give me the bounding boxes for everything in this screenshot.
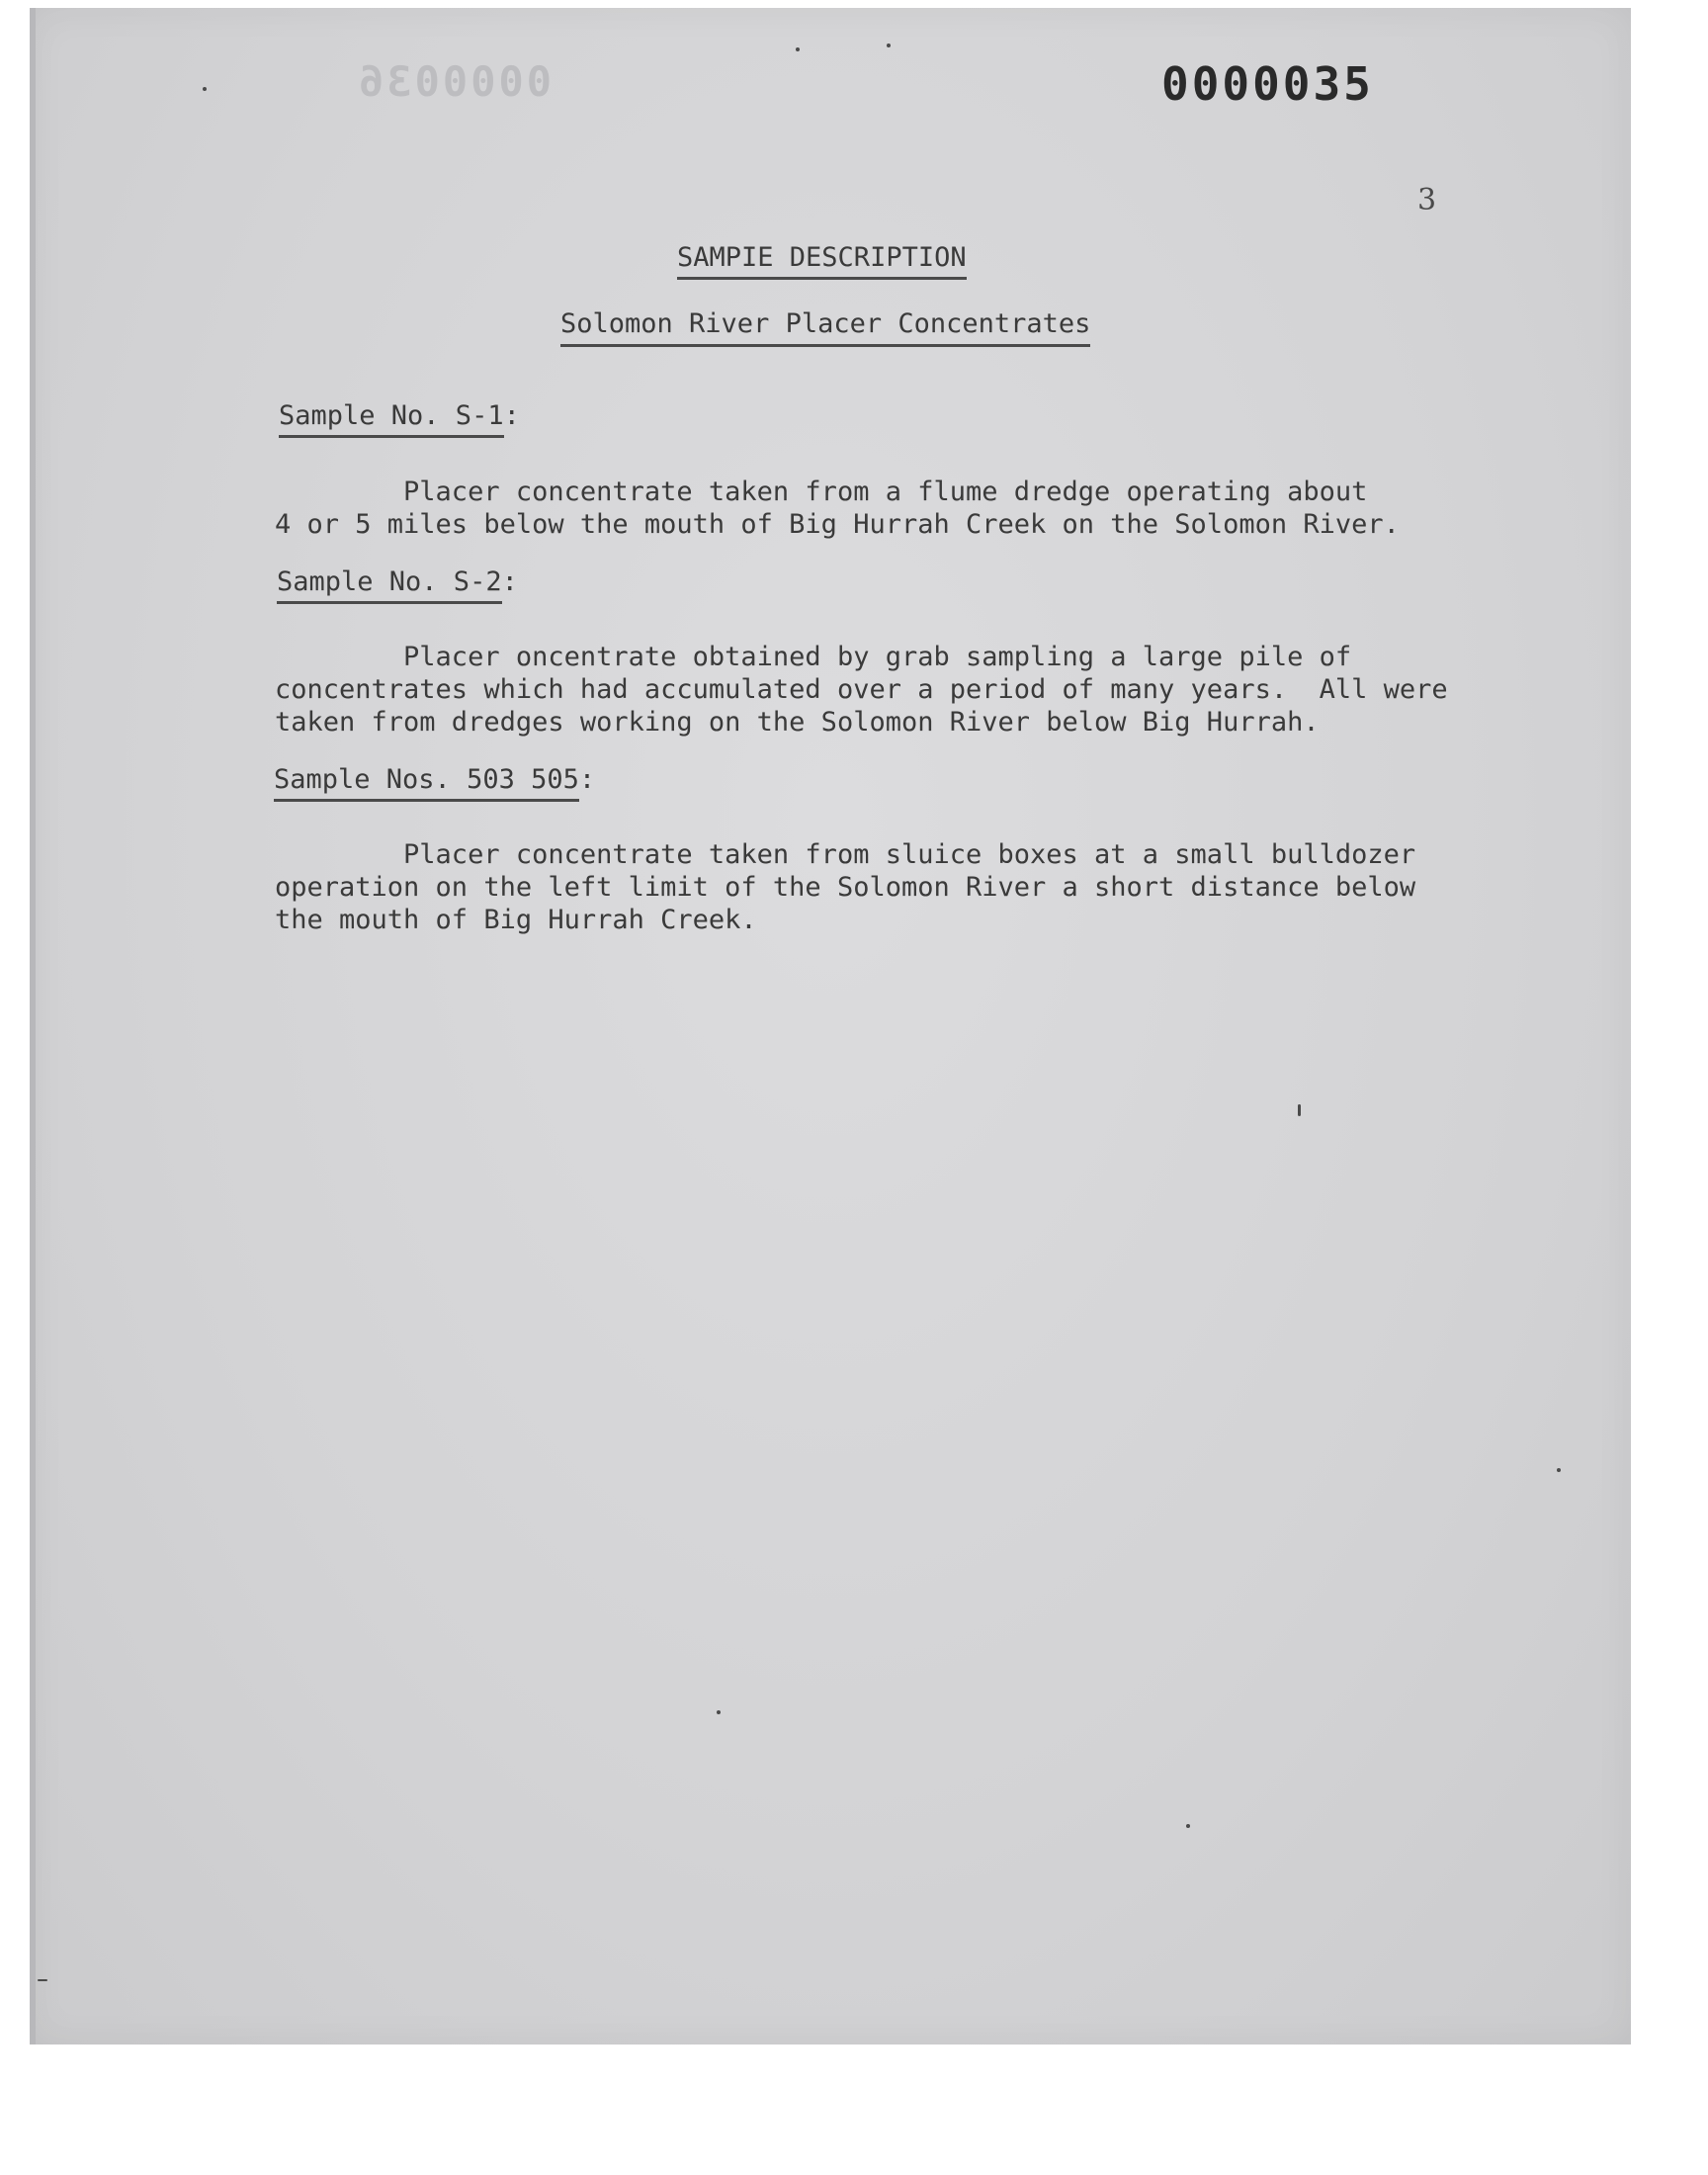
scan-speck — [1186, 1824, 1190, 1828]
scan-speck — [1557, 1468, 1561, 1472]
document-title: SAMPIE DESCRIPTION — [677, 242, 967, 280]
paragraph-line: concentrates which had accumulated over a period of many years. All were — [275, 674, 1448, 705]
sample-description-s2 — [275, 641, 1500, 739]
scan-speck — [1298, 1104, 1301, 1116]
page-number: 3 — [1417, 183, 1437, 218]
paragraph-line: 4 or 5 miles below the mouth of Big Hurrah Creek on the Solomon River. — [275, 509, 1400, 540]
scan-speck — [38, 1979, 47, 1981]
sample-heading-503-505 — [274, 764, 595, 795]
ghost-document-number: 0000036 — [356, 57, 553, 106]
sample-heading-label: Sample Nos. 503 505 — [274, 764, 579, 802]
paragraph-line: Placer oncentrate obtained by grab sampling a large pile of — [275, 642, 1352, 672]
sample-heading-s2 — [277, 566, 518, 597]
paragraph-line: operation on the left limit of the Solomon River a short distance below — [275, 872, 1416, 903]
paragraph-line: the mouth of Big Hurrah Creek. — [275, 905, 757, 935]
scan-speck — [203, 87, 207, 91]
paragraph-line: taken from dredges working on the Solomon River below Big Hurrah. — [275, 707, 1320, 738]
paragraph-line: Placer concentrate taken from sluice boxes at a small bulldozer — [275, 839, 1416, 870]
page-shadow-edge — [30, 8, 36, 2044]
sample-heading-s1 — [279, 400, 520, 431]
paragraph-line: Placer concentrate taken from a flume dredge operating about — [275, 477, 1368, 507]
heading-colon: : — [503, 400, 520, 431]
sample-description-503-505 — [275, 838, 1500, 936]
scan-speck — [717, 1710, 721, 1714]
heading-colon: : — [578, 764, 596, 795]
document-subtitle: Solomon River Placer Concentrates — [560, 308, 1090, 347]
document-number: 0000035 — [1161, 57, 1374, 111]
scan-speck — [796, 47, 800, 51]
scan-speck — [887, 44, 891, 47]
sample-description-s1 — [275, 476, 1500, 541]
heading-colon: : — [501, 566, 518, 597]
sample-heading-label: Sample No. S-1 — [279, 400, 504, 438]
sample-heading-label: Sample No. S-2 — [277, 566, 502, 604]
